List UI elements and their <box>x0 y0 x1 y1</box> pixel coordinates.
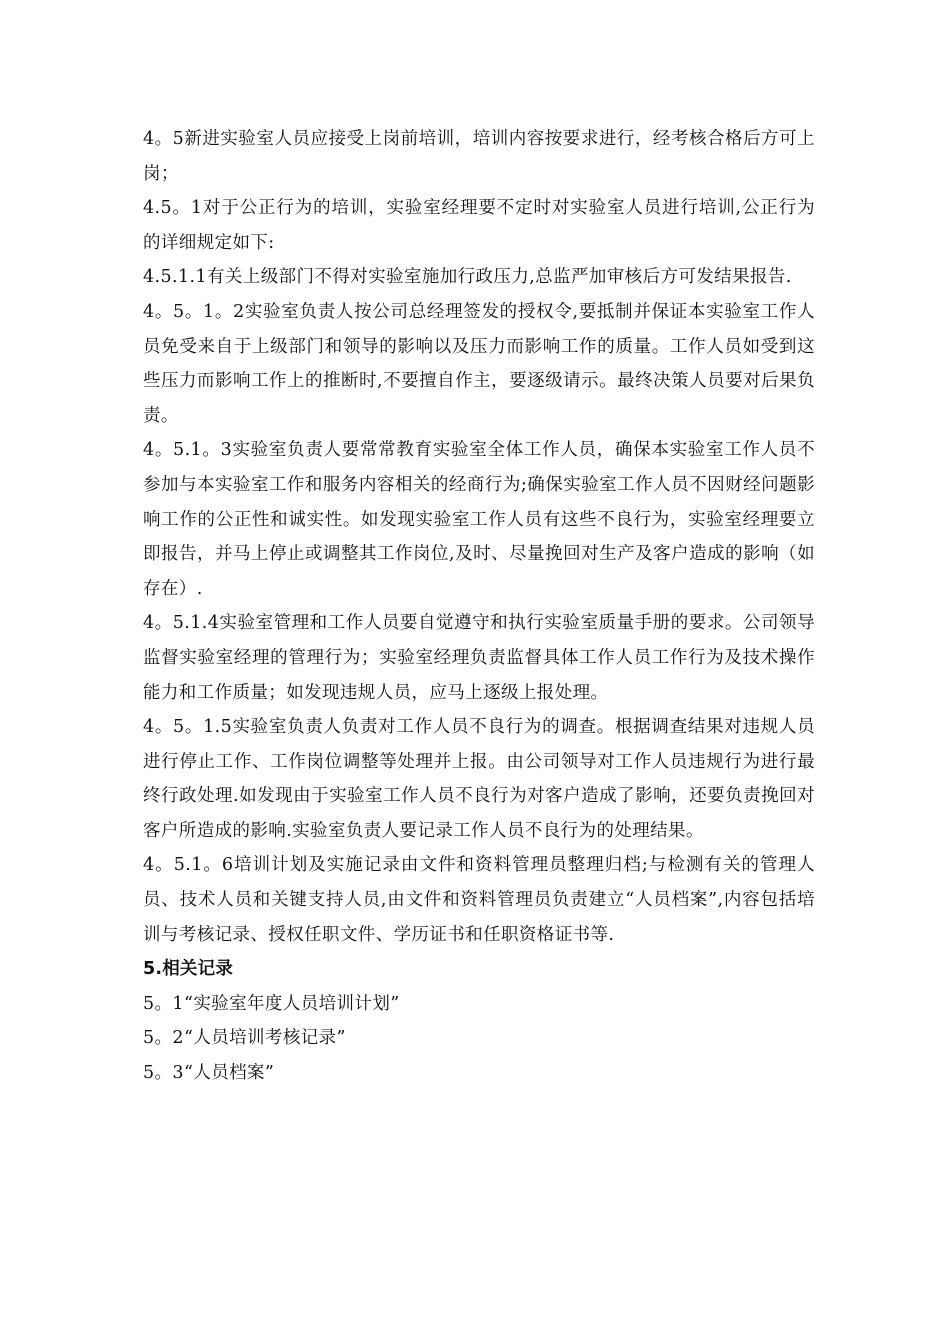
paragraph-4-5-1-5: 4。5。1.5实验室负责人负责对工作人员不良行为的调查。根据调查结果对违规人员进行停止工作、工作岗位调整等处理并上报。由公司领导对工作人员违规行为进行最终行政处理.如发现由于实验室工作人员不良行为对客户造成了影响，还要负责挽回对客户所造成的影响.实验室负责人要记录工作人员不良行为的处理结果。 <box>143 717 815 841</box>
paragraph-4-5-1: 4.5。1对于公正行为的培训，实验室经理要不定时对实验室人员进行培训,公正行为的详细规定如下: <box>143 198 815 253</box>
paragraph-4-5-1-3: 4。5.1。3实验室负责人要常常教育实验室全体工作人员，确保本实验室工作人员不参加与本实验室工作和服务内容相关的经商行为;确保实验室工作人员不因财经问题影响工作的公正性和诚实性。如发现实验室工作人员有这些不良行为，实验室经理要立即报告，并马上停止或调整其工作岗位,及时、尽量挽回对生产及客户造成的影响（如存在）. <box>143 440 815 599</box>
section-heading-related-records: 5.相关记录 <box>143 959 234 980</box>
paragraph-4-5: 4。5新进实验室人员应接受上岗前培训，培训内容按要求进行，经考核合格后方可上岗； <box>143 129 815 184</box>
paragraph-4-5-1-1: 4.5.1.1有关上级部门不得对实验室施加行政压力,总监严加审核后方可发结果报告. <box>143 267 792 288</box>
paragraph-4-5-1-2: 4。5。1。2实验室负责人按公司总经理签发的授权令,要抵制并保证本实验室工作人员免受来自于上级部门和领导的影响以及压力而影响工作的质量。工作人员如受到这些压力而影响工作上的推断时,不要擅自作主，要逐级请示。最终决策人员要对后果负责。 <box>143 301 815 426</box>
document-body <box>143 122 815 1091</box>
record-item-5-2: 5。2“人员培训考核记录” <box>143 1028 346 1049</box>
record-item-5-1: 5。1“实验室年度人员培训计划” <box>143 993 400 1014</box>
record-item-5-3: 5。3“人员档案” <box>143 1063 275 1084</box>
paragraph-4-5-1-6: 4。5.1。6培训计划及实施记录由文件和资料管理员整理归档;与检测有关的管理人员、技术人员和关键支持人员,由文件和资料管理员负责建立“人员档案”,内容包括培训与考核记录、授权任职文件、学历证书和任职资格证书等. <box>143 855 815 945</box>
paragraph-4-5-1-4: 4。5.1.4实验室管理和工作人员要自觉遵守和执行实验室质量手册的要求。公司领导监督实验室经理的管理行为；实验室经理负责监督具体工作人员工作行为及技术操作能力和工作质量；如发现违规人员，应马上逐级上报处理。 <box>143 613 815 703</box>
